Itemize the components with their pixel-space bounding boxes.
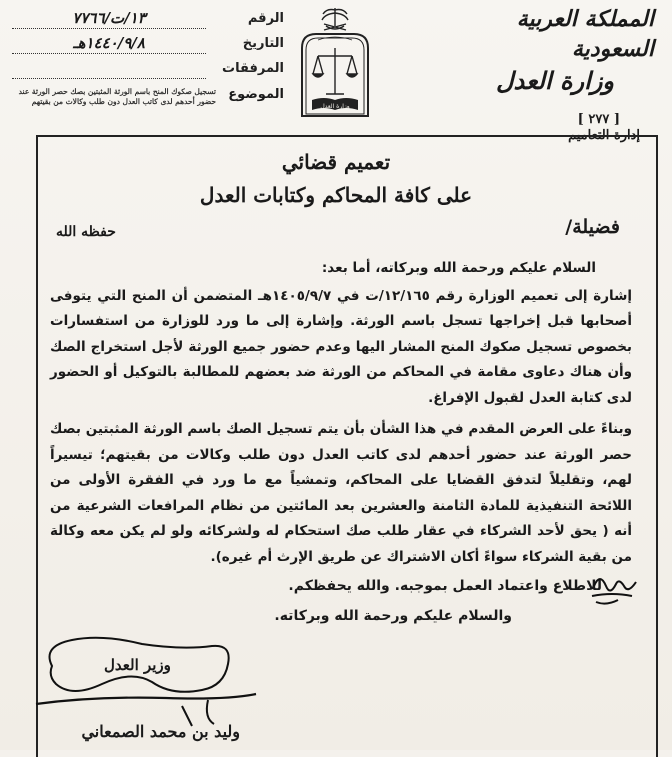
number-value: ١٣/ت/٧٧٦٦ [12,9,206,29]
closing-line-1: للاطلاع واعتماد العمل بموجبه. والله يحفظكم. [288,578,602,594]
date-value: ١٤٤٠/٩/٨هـ [12,34,206,54]
emblem-label: وزارة العدل [320,103,350,110]
signatory-title: وزير العدل [104,656,171,674]
number-row [12,6,284,31]
salutation-fadila: فضيلة/ [565,216,620,238]
salutation-hafizahu: حفظه الله [56,224,116,240]
kingdom-name: المملكة العربية السعودية [516,6,654,62]
department-name: إدارة التعاميم [568,128,640,143]
date-label: التاريخ [242,36,284,51]
circular-title: تعميم قضائي [281,150,391,174]
subject-row [12,87,284,107]
subject-label: الموضوع [228,87,284,102]
header-right [454,4,654,144]
attachments-value [12,59,206,79]
paragraph-2: وبناءً على العرض المقدم في هذا الشأن بأن يتم تسجيل الصك باسم الورثة المثبتين بصك حصر الورثة عند حضور أحدهم لدى كاتب العدل دون طلب وكالات من بقيتهم؛ تيسيراً لهم، وتقليلاً لتدفق القضايا على المحاكم، وتمشياً مع ما ورد في الفقرة الأولى من اللائحة التنفيذية للمادة الثامنة والعشرين بعد المائتين من نظام المرافعات الشرعية من أنه ( يحق لأحد الشركاء في عقار طلب صك استحكام له ولشركائه ولو لم يكن معه وكالة من بقية الشركاء سواءً أكان الاشتراك عن طريق الإرث أم غيره). [50,421,632,565]
attachments-label: المرفقات [222,61,284,76]
initials-signature-icon [586,566,646,610]
letter-body [50,256,632,629]
ministry-name: وزارة العدل [496,66,614,95]
circular-recipients: على كافة المحاكم وكتابات العدل [199,183,473,207]
header-form [12,6,284,107]
number-label: الرقم [247,11,284,26]
paragraph-1: إشارة إلى تعميم الوزارة رقم ١٢/١٦٥/ت في ١٤٠٥/٩/٧هـ المتضمن أن المنح التي يتوفى أصحابها قبل إخراجها تسجل باسم الورثة. وإشارة إلى ما ورد للوزارة من استفسارات بخصوص تسجيل صكوك المنح المشار اليها وعدم حضور جميع الورثة لأجل استخراج الصك وأن هناك دعاوى مقامة في المحاكم من الورثة ضد بعضهم للمطالبة بالتوكيل أو الحضور لدى كتابة العدل لقبول الإفراغ. [50,287,632,406]
date-row [12,31,284,56]
closing-line-2: والسلام عليكم ورحمة الله وبركاته. [274,607,512,624]
ministry-emblem-icon [296,4,374,122]
signatory-name: وليد بن محمد الصمعاني [81,722,240,741]
greeting: السلام عليكم ورحمة الله وبركاته، أما بعد: [321,260,596,276]
circular-number: [ ٢٧٧ ] [577,112,620,127]
attachments-row [12,56,284,81]
subject-text: تسجيل صكوك المنح باسم الورثة المثبتين بصك حصر الورثة عند حضور أحدهم لدى كاتب العدل دون طلب وكالات من بقيتهم [18,87,216,106]
minister-signature-icon [32,626,262,736]
